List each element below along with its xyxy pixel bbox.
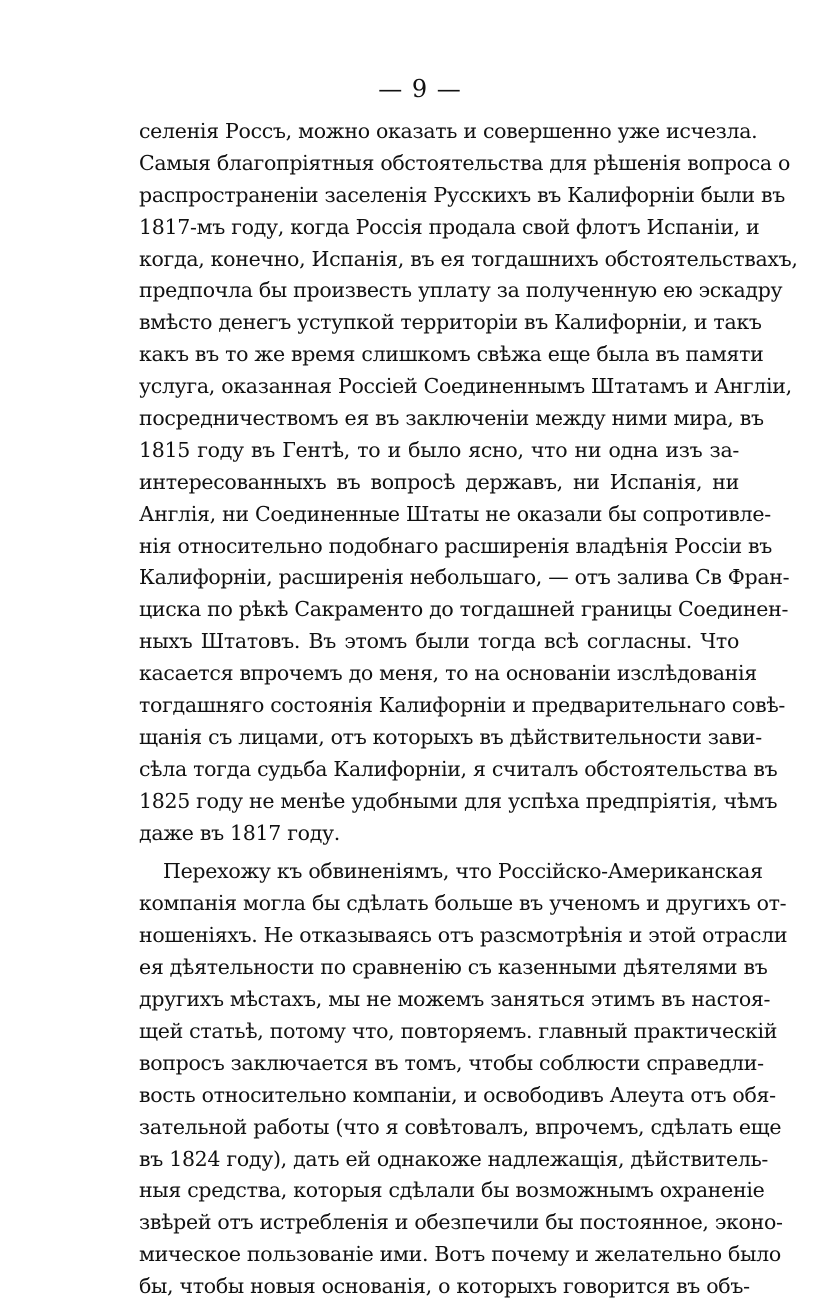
text-line: предпочла бы произвесть уплату за полученную ею эскадру bbox=[139, 278, 783, 303]
text-line: ношеніяхъ. Не отказываясь отъ разсмотрѣнія и этой отрасли bbox=[139, 923, 788, 948]
text-line: щанія съ лицами, отъ которыхъ въ дѣйствительности зави- bbox=[139, 724, 762, 749]
text-line: касается впрочемъ до меня, то на основаніи изслѣдованія bbox=[139, 661, 757, 686]
text-line: компанія могла бы сдѣлать больше въ ученомъ и другихъ от- bbox=[139, 891, 787, 916]
text-line: звѣрей отъ истребленія и обезпечили бы постоянное, эконо- bbox=[139, 1210, 783, 1235]
text-line: даже въ 1817 году. bbox=[139, 820, 341, 845]
text-line: посредничествомъ ея въ заключеніи между ними мира, въ bbox=[139, 406, 764, 431]
text-line: интересованныхъ въ вопросѣ державъ, ни Испанія, ни bbox=[139, 469, 739, 494]
paragraph-gap bbox=[139, 849, 739, 856]
text-line: нія относительно подобнаго расширенія владѣнія Россіи въ bbox=[139, 533, 773, 558]
text-line: сѣла тогда судьба Калифорніи, я считалъ обстоятельства въ bbox=[139, 756, 778, 781]
text-line: бы, чтобы новыя основанія, о которыхъ говорится въ объ- bbox=[139, 1274, 750, 1299]
text-line: какъ въ то же время слишкомъ свѣжа еще была въ памяти bbox=[139, 342, 764, 367]
text-line: 1817-мъ году, когда Россія продала свой флотъ Испаніи, и bbox=[139, 214, 760, 239]
text-line: въ 1824 году), дать ей однакоже надлежащія, дѣйствитель- bbox=[139, 1146, 769, 1171]
text-line: Англія, ни Соединенные Штаты не оказали бы сопротивле- bbox=[139, 501, 771, 526]
text-line: 1825 году не менѣе удобными для успѣха предпріятія, чѣмъ bbox=[139, 788, 778, 813]
text-line: тогдашняго состоянія Калифорніи и предварительнаго совѣ- bbox=[139, 693, 786, 718]
text-line: зательной работы (что я совѣтовалъ, впрочемъ, сдѣлать еще bbox=[139, 1114, 782, 1139]
text-line: Калифорніи, расширенія небольшаго, — отъ залива Св Фран- bbox=[139, 565, 790, 590]
text-line: распространеніи заселенія Русскихъ въ Калифорніи были въ bbox=[139, 182, 785, 207]
text-line: другихъ мѣстахъ, мы не можемъ заняться этимъ въ настоя- bbox=[139, 987, 771, 1012]
text-line: Перехожу къ обвиненіямъ, что Россійско-Американская bbox=[163, 859, 763, 884]
text-line: циска по рѣкѣ Сакраменто до тогдашней границы Соединен- bbox=[139, 597, 789, 622]
paragraph bbox=[139, 856, 788, 1302]
text-line: ея дѣятельности по сравненію съ казенными дѣятелями въ bbox=[139, 955, 768, 980]
text-line: мическое пользованіе ими. Вотъ почему и желательно было bbox=[139, 1242, 781, 1267]
paragraph bbox=[139, 116, 798, 849]
text-line: ныхъ Штатовъ. Въ этомъ были тогда всѣ согласны. Что bbox=[139, 629, 739, 654]
text-line: вмѣсто денегъ уступкой территоріи въ Калифорніи, и такъ bbox=[139, 310, 762, 335]
text-line: когда, конечно, Испанія, въ ея тогдашнихъ обстоятельствахъ, bbox=[139, 246, 798, 271]
page-number: — 9 — bbox=[378, 75, 462, 103]
text-line: ныя средства, которыя сдѣлали бы возможнымъ охраненіе bbox=[139, 1178, 765, 1203]
text-line: Самыя благопріятныя обстоятельства для рѣшенія вопроса о bbox=[139, 150, 791, 175]
text-line: 1815 году въ Гентѣ, то и было ясно, что ни одна изъ за- bbox=[139, 437, 739, 462]
body-text bbox=[139, 116, 798, 1303]
text-line: услуга, оказанная Россіей Соединеннымъ Штатамъ и Англіи, bbox=[139, 374, 792, 399]
text-line: селенія Россъ, можно оказать и совершенно уже исчезла. bbox=[139, 119, 758, 143]
text-line: вость относительно компаніи, и освободивъ Алеута отъ обя- bbox=[139, 1082, 776, 1107]
text-line: вопросъ заключается въ томъ, чтобы соблюсти справедли- bbox=[139, 1050, 764, 1075]
text-line: щей статьѣ, потому что, повторяемъ. главный практическій bbox=[139, 1018, 778, 1043]
